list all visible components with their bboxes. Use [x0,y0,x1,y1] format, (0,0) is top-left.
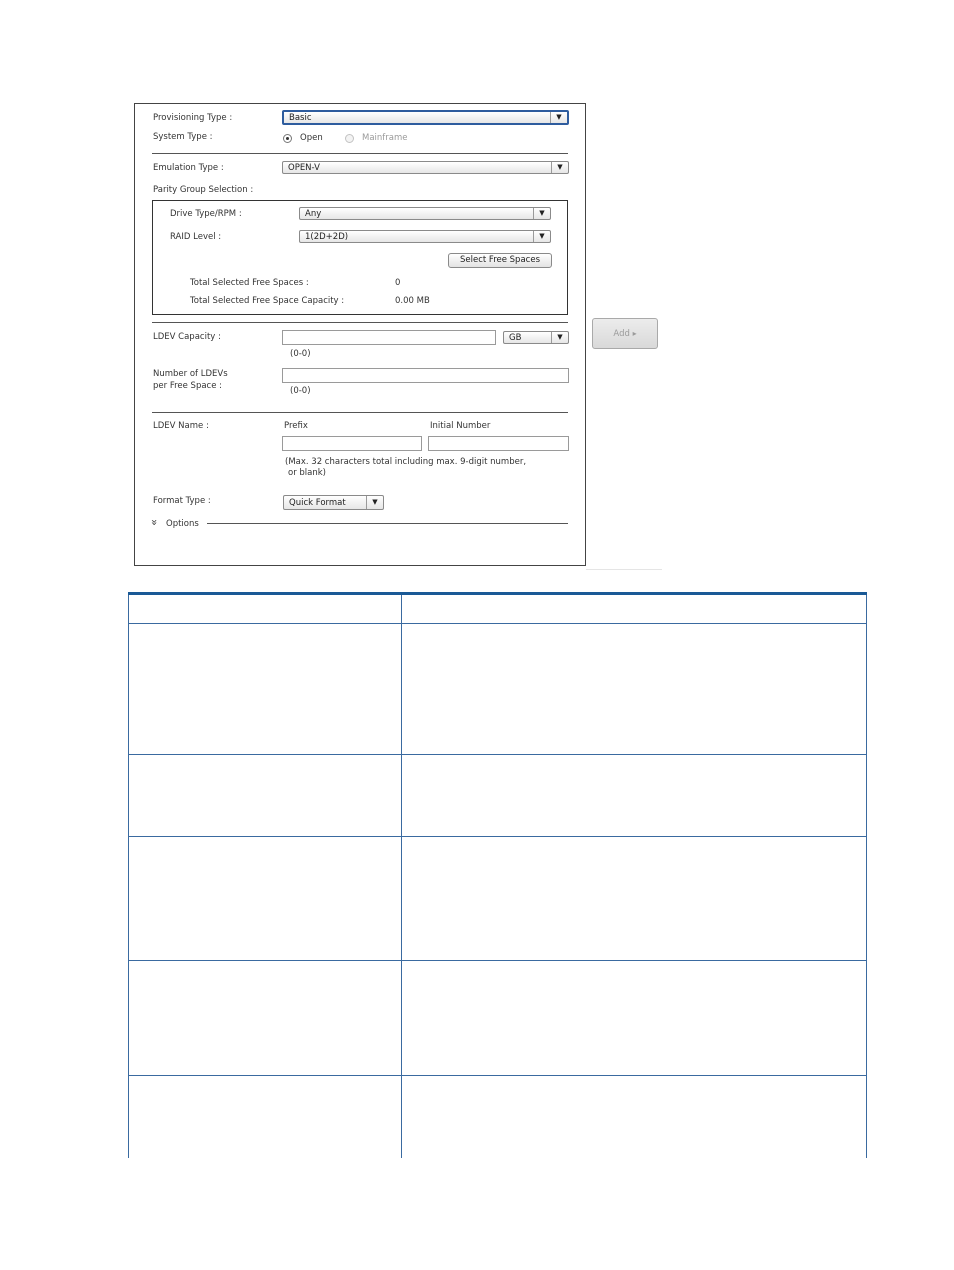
format-type-value: Quick Format [289,498,346,508]
drive-type-value: Any [305,209,322,219]
provisioning-type-select[interactable] [282,110,569,125]
chevron-right-icon: ▸ [632,329,637,338]
ldev-name-hint: (Max. 32 characters total including max. 9-digit number, [285,457,527,467]
total-free-spaces-label: Total Selected Free Spaces : [190,278,309,288]
chevron-down-icon: ▼ [550,112,567,123]
expand-options-icon[interactable]: » [147,519,161,526]
total-free-spaces-value: 0 [395,278,401,288]
num-ldevs-input[interactable] [282,368,569,383]
ldev-capacity-unit-select[interactable] [503,331,569,344]
ldev-name-hint-line2: or blank) [288,468,326,478]
raid-level-value: 1(2D+2D) [305,232,349,242]
emulation-type-select[interactable] [282,161,569,174]
table-left-border [128,595,129,1158]
num-ldevs-label-line2: per Free Space : [153,381,223,391]
ldev-capacity-label: LDEV Capacity : [153,332,221,342]
section-divider [152,322,568,323]
table-row-rule [128,754,867,755]
section-divider [152,153,568,154]
chevron-down-icon: ▼ [533,231,550,242]
chevron-down-icon: ▼ [533,208,550,219]
num-ldevs-range: (0-0) [290,386,311,396]
ldev-name-label: LDEV Name : [153,421,209,431]
system-type-mainframe-label: Mainframe [362,133,408,143]
chevron-down-icon: ▼ [366,496,383,509]
ldev-capacity-range: (0-0) [290,349,311,359]
chevron-down-icon: ▼ [551,162,568,173]
table-header-rule [128,623,867,624]
table-row-rule [128,960,867,961]
section-divider [152,412,568,413]
table-right-border [866,595,867,1158]
select-free-spaces-button[interactable]: Select Free Spaces [448,253,552,268]
add-button[interactable] [592,318,658,349]
raid-level-select[interactable] [299,230,551,243]
provisioning-type-label: Provisioning Type : [153,113,233,123]
options-label[interactable]: Options [166,519,199,529]
total-free-capacity-value: 0.00 MB [395,296,430,306]
ldev-capacity-unit-value: GB [509,333,522,343]
initial-number-input[interactable] [428,436,569,451]
system-type-open-label: Open [300,133,323,143]
system-type-mainframe-radio[interactable] [345,134,354,143]
system-type-label: System Type : [153,132,213,142]
emulation-type-label: Emulation Type : [153,163,224,173]
drive-type-label: Drive Type/RPM : [170,209,242,219]
table-column-divider [401,595,402,1158]
parity-group-selection-label: Parity Group Selection : [153,185,254,195]
initial-number-label: Initial Number [430,421,491,431]
system-type-open-radio[interactable] [283,134,292,143]
format-type-label: Format Type : [153,496,211,506]
emulation-type-value: OPEN-V [288,163,320,173]
chevron-down-icon: ▼ [551,332,568,343]
table-row-rule [128,1075,867,1076]
raid-level-label: RAID Level : [170,232,222,242]
provisioning-type-value: Basic [289,113,312,123]
prefix-input[interactable] [282,436,422,451]
table-top-rule [128,592,867,595]
num-ldevs-label: Number of LDEVs [153,369,228,379]
total-free-capacity-label: Total Selected Free Space Capacity : [190,296,345,306]
prefix-label: Prefix [284,421,308,431]
options-divider [207,523,568,524]
drive-type-select[interactable] [299,207,551,220]
ldev-capacity-input[interactable] [282,330,496,345]
panel-divider [586,569,662,570]
description-table [128,592,867,1158]
table-row-rule [128,836,867,837]
format-type-select[interactable] [283,495,384,510]
add-button-label: Add [613,329,630,339]
